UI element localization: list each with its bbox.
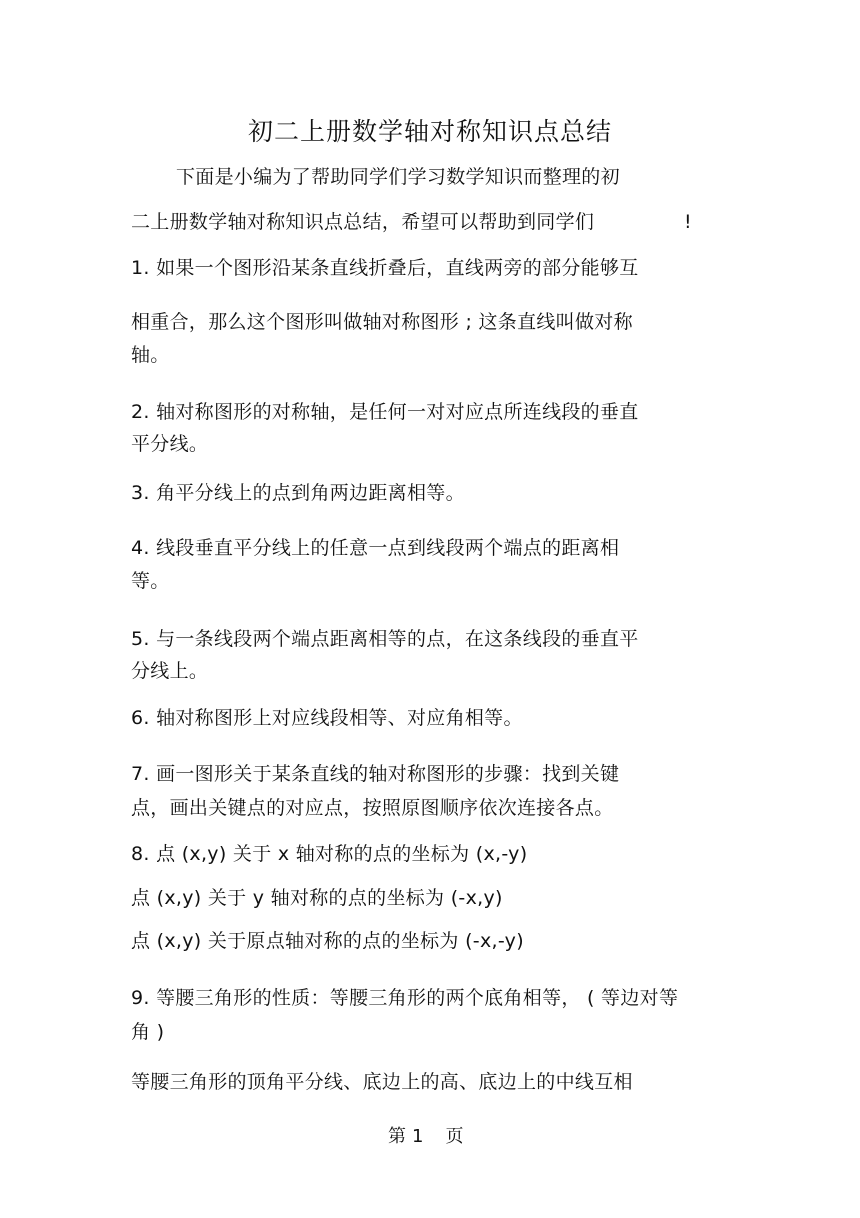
point-4-line-1: 4. 线段垂直平分线上的任意一点到线段两个端点的距离相 xyxy=(131,537,620,559)
point-1-line-1: 1. 如果一个图形沿某条直线折叠后，直线两旁的部分能够互 xyxy=(131,257,639,279)
point-9-line-3: 等腰三角形的顶角平分线、底边上的高、底边上的中线互相 xyxy=(131,1071,633,1093)
point-5-line-1: 5. 与一条线段两个端点距离相等的点，在这条线段的垂直平 xyxy=(131,628,639,650)
point-1-line-3: 轴。 xyxy=(131,344,170,366)
point-8-line-2: 点 (x,y) 关于 y 轴对称的点的坐标为 (-x,y) xyxy=(131,887,503,909)
point-8-line-1: 8. 点 (x,y) 关于 x 轴对称的点的坐标为 (x,-y) xyxy=(131,843,528,865)
intro-line-2: 二上册数学轴对称知识点总结，希望可以帮助到同学们 xyxy=(131,211,595,233)
point-5-line-2: 分线上。 xyxy=(131,660,209,682)
page-number: 1 xyxy=(412,1126,424,1147)
page-footer xyxy=(388,1126,463,1148)
point-7-line-1: 7. 画一图形关于某条直线的轴对称图形的步骤：找到关键 xyxy=(131,763,620,785)
point-6-line-1: 6. 轴对称图形上对应线段相等、对应角相等。 xyxy=(131,707,523,729)
point-9-line-1: 9. 等腰三角形的性质：等腰三角形的两个底角相等， ( 等边对等 xyxy=(131,987,679,1009)
point-8-line-3: 点 (x,y) 关于原点轴对称的点的坐标为 (-x,-y) xyxy=(131,930,524,952)
page-suffix: 页 xyxy=(445,1126,464,1147)
point-1-line-2: 相重合，那么这个图形叫做轴对称图形 ; 这条直线叫做对称 xyxy=(131,311,633,333)
point-3-line-1: 3. 角平分线上的点到角两边距离相等。 xyxy=(131,482,465,504)
intro-line-1: 下面是小编为了帮助同学们学习数学知识而整理的初 xyxy=(176,166,620,188)
point-4-line-2: 等。 xyxy=(131,570,170,592)
point-7-line-2: 点，画出关键点的对应点，按照原图顺序依次连接各点。 xyxy=(131,797,614,819)
point-2-line-1: 2. 轴对称图形的对称轴，是任何一对对应点所连线段的垂直 xyxy=(131,401,639,423)
point-9-line-2: 角 ) xyxy=(131,1021,165,1043)
document-title: 初二上册数学轴对称知识点总结 xyxy=(247,117,612,146)
point-2-line-2: 平分线。 xyxy=(131,433,209,455)
intro-exclamation: ! xyxy=(684,211,692,233)
page-prefix: 第 xyxy=(388,1126,406,1147)
